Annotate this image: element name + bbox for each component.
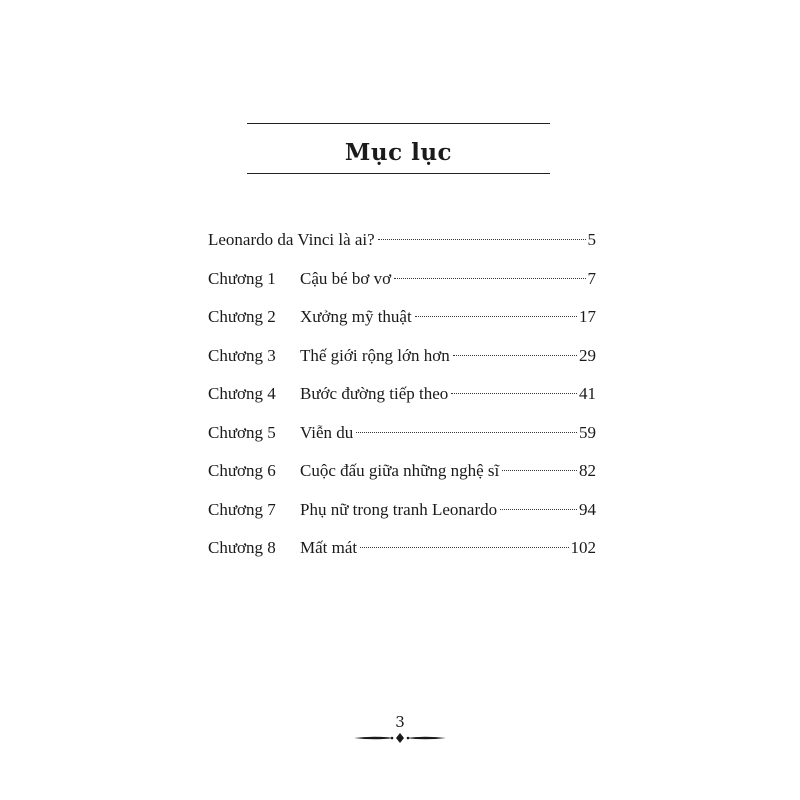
toc-entry-intro[interactable]: [208, 226, 596, 265]
toc-chapter-label: Chương 6: [208, 461, 276, 480]
flourish-divider-icon: [350, 731, 450, 745]
toc-entry-title: Viễn du: [300, 422, 354, 442]
dot-leader: [356, 432, 577, 433]
toc-entry-chapter-1[interactable]: [208, 265, 596, 304]
toc-entry-chapter-2[interactable]: [208, 303, 596, 342]
toc-entry-chapter-5[interactable]: [208, 419, 596, 458]
dot-leader: [500, 509, 577, 510]
toc-entry-title: Phụ nữ trong tranh Leonardo: [300, 499, 498, 519]
toc-chapter-label: Chương 3: [208, 345, 276, 365]
dot-leader: [415, 316, 577, 317]
dot-leader: [394, 278, 585, 279]
toc-entry-title: Cậu bé bơ vơ: [300, 268, 392, 288]
toc-entry-title: Cuộc đấu giữa những nghệ sĩ: [300, 461, 500, 480]
toc-chapter-label: Chương 7: [208, 499, 276, 519]
toc-entry-page: 41: [579, 384, 596, 403]
toc-entry-page: 102: [570, 538, 596, 557]
toc-entry-title: Thế giới rộng lớn hơn: [300, 345, 450, 365]
toc-entry-chapter-8[interactable]: [208, 534, 596, 573]
toc-chapter-label: Chương 1: [208, 268, 276, 288]
toc-entry-chapter-6[interactable]: [208, 457, 596, 496]
toc-entry-title: Mất mát: [300, 538, 358, 557]
dot-leader: [360, 547, 568, 548]
page-title: Mục lục: [344, 139, 453, 166]
toc-entry-chapter-4[interactable]: [208, 380, 596, 419]
toc-entry-page: 59: [579, 422, 596, 442]
toc-entry-page: 5: [587, 230, 596, 249]
toc-entry-title: Bước đường tiếp theo: [300, 384, 449, 403]
table-of-contents: [208, 226, 596, 573]
page-number: 3: [395, 713, 405, 731]
toc-chapter-label: Chương 2: [208, 307, 276, 326]
toc-chapter-label: Chương 5: [208, 422, 276, 442]
toc-entry-page: 7: [587, 268, 596, 288]
toc-entry-page: 17: [579, 307, 596, 326]
toc-entry-title: Xưởng mỹ thuật: [300, 307, 412, 326]
toc-chapter-label: Chương 4: [208, 384, 276, 403]
toc-entry-title: Leonardo da Vinci là ai?: [208, 230, 375, 249]
toc-entry-chapter-7[interactable]: [208, 496, 596, 535]
toc-entry-chapter-3[interactable]: [208, 342, 596, 381]
heading-rule-top: [247, 123, 550, 124]
toc-chapter-label: Chương 8: [208, 538, 276, 557]
toc-entry-page: 94: [579, 499, 596, 519]
dot-leader: [453, 355, 577, 356]
dot-leader: [378, 239, 586, 240]
heading-rule-bottom: [247, 173, 550, 174]
toc-entry-page: 82: [579, 461, 596, 480]
dot-leader: [451, 393, 577, 394]
toc-entry-page: 29: [579, 345, 596, 365]
dot-leader: [502, 470, 577, 471]
